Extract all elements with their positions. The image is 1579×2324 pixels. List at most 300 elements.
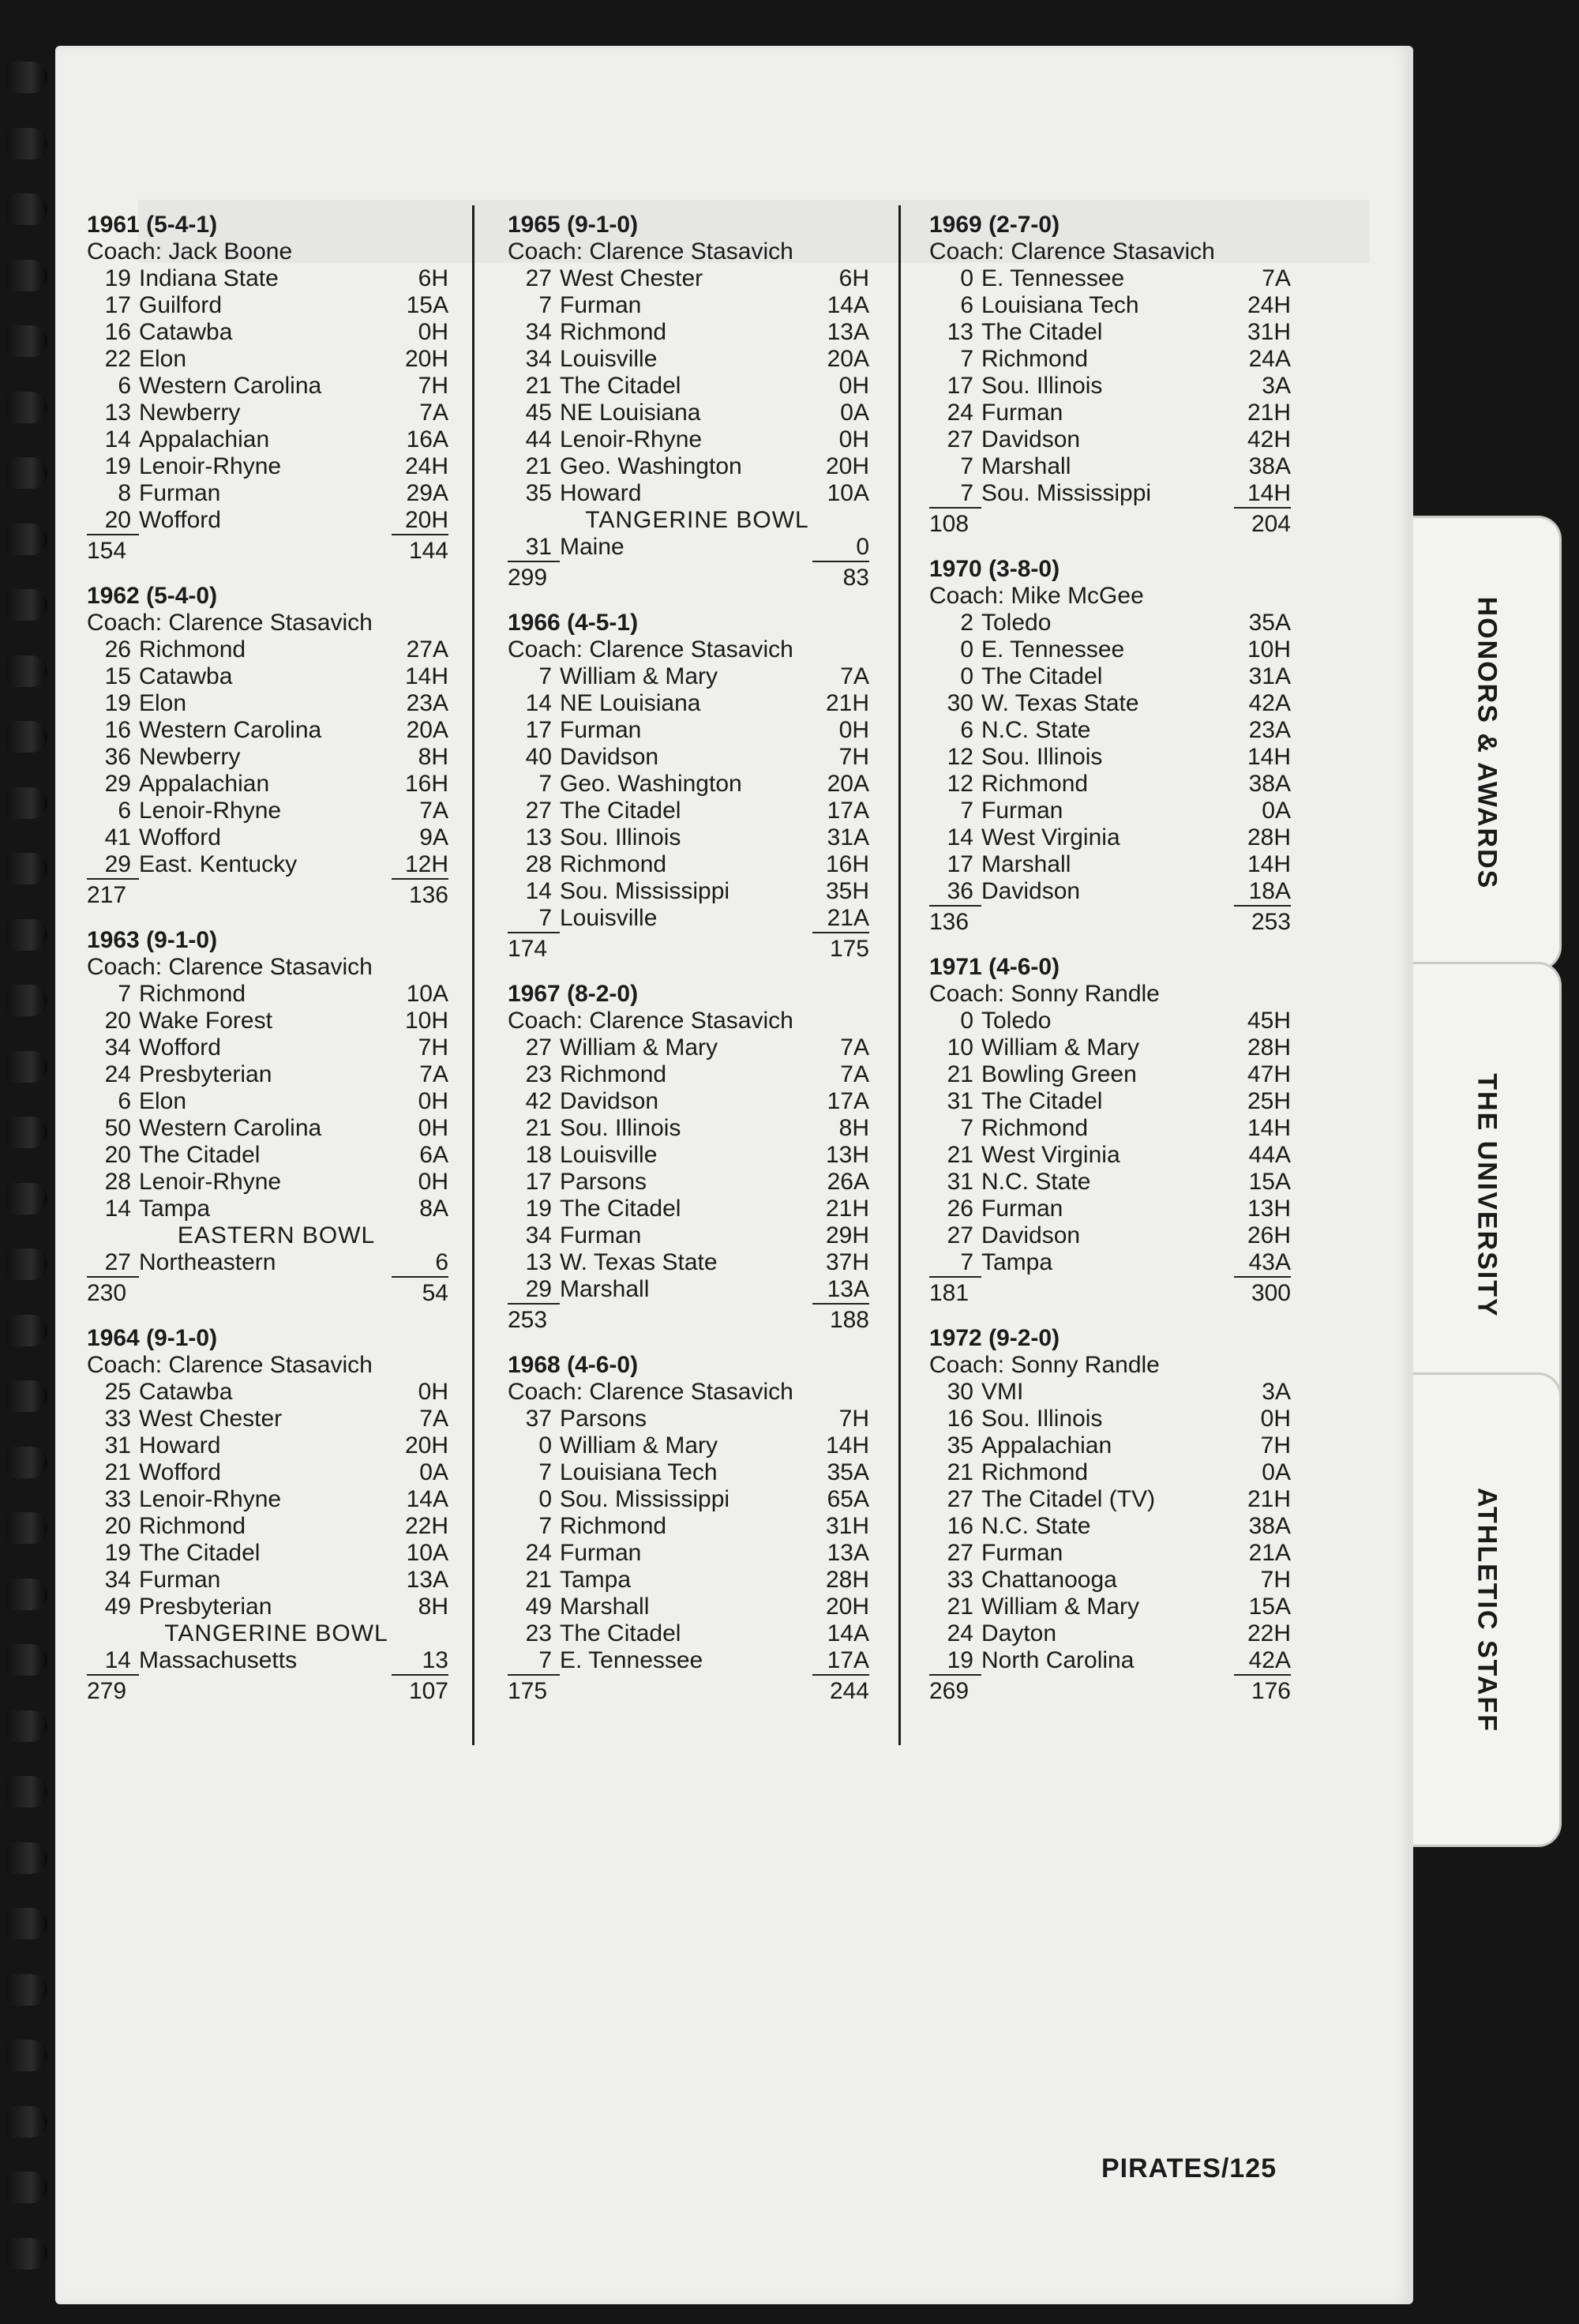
opponent: The Citadel bbox=[139, 1540, 261, 1566]
points-against-total: 253 bbox=[1234, 905, 1291, 937]
our-score: 35 bbox=[947, 1432, 973, 1459]
coach-line: Coach: Clarence Stasavich bbox=[87, 954, 373, 980]
our-score: 21 bbox=[525, 453, 552, 479]
our-score: 21 bbox=[104, 1459, 131, 1485]
binding-ring bbox=[6, 721, 47, 753]
opponent-score-site: 6H bbox=[838, 265, 869, 291]
coach-line: Coach: Clarence Stasavich bbox=[508, 1008, 793, 1034]
opponent-score-site: 27A bbox=[406, 636, 448, 663]
game-row bbox=[508, 480, 887, 507]
opponent: NE Louisiana bbox=[560, 400, 701, 426]
game-row bbox=[929, 1620, 1308, 1647]
coach-line: Coach: Clarence Stasavich bbox=[87, 610, 373, 636]
game-row bbox=[929, 1406, 1308, 1432]
opponent: Richmond bbox=[560, 1061, 667, 1087]
opponent: West Chester bbox=[139, 1406, 283, 1432]
our-score: 36 bbox=[947, 878, 973, 904]
opponent: William & Mary bbox=[981, 1034, 1139, 1061]
opponent-score-site: 20H bbox=[404, 507, 448, 533]
points-against-total: 136 bbox=[392, 878, 448, 910]
points-for-total: 108 bbox=[929, 507, 981, 539]
our-score: 14 bbox=[104, 1647, 131, 1673]
our-score: 7 bbox=[538, 663, 552, 689]
opponent-score-site: 17A bbox=[827, 1088, 869, 1114]
opponent-score-site: 21H bbox=[1247, 1486, 1291, 1512]
game-row bbox=[929, 1196, 1308, 1222]
opponent-score-site: 38A bbox=[1248, 453, 1291, 479]
game-row bbox=[508, 373, 887, 400]
opponent-score-site: 7A bbox=[840, 663, 869, 689]
game-row bbox=[929, 1222, 1308, 1249]
game-row bbox=[929, 1567, 1308, 1594]
opponent-score-site: 17A bbox=[827, 1647, 869, 1673]
our-score: 7 bbox=[538, 292, 552, 318]
tab-the-university[interactable] bbox=[1413, 962, 1562, 1429]
opponent-score-site: 28H bbox=[825, 1567, 869, 1593]
points-for-total: 230 bbox=[87, 1276, 139, 1308]
opponent-score-site: 20A bbox=[406, 717, 448, 743]
spiral-binding bbox=[0, 46, 55, 2304]
game-row bbox=[87, 453, 466, 480]
opponent: Richmond bbox=[560, 319, 667, 345]
our-score: 30 bbox=[947, 1379, 973, 1405]
our-score: 19 bbox=[104, 265, 131, 291]
results-column-1 bbox=[87, 212, 466, 1723]
opponent-score-site: 10H bbox=[1247, 636, 1291, 663]
opponent: Howard bbox=[139, 1432, 221, 1459]
game-row bbox=[929, 824, 1308, 851]
opponent-score-site: 7H bbox=[838, 744, 869, 770]
opponent-score-site: 22H bbox=[404, 1513, 448, 1539]
our-score: 19 bbox=[104, 1540, 131, 1566]
game-row bbox=[508, 1196, 887, 1222]
binding-ring bbox=[6, 524, 47, 555]
game-row bbox=[508, 717, 887, 744]
opponent: N.C. State bbox=[981, 1169, 1091, 1195]
our-score: 7 bbox=[960, 1115, 973, 1141]
opponent-score-site: 7H bbox=[418, 373, 448, 399]
game-row bbox=[87, 1142, 466, 1169]
game-row bbox=[508, 1620, 887, 1647]
game-row bbox=[929, 346, 1308, 373]
game-row bbox=[87, 1406, 466, 1432]
game-row bbox=[929, 1061, 1308, 1088]
our-score: 34 bbox=[525, 346, 552, 372]
game-row bbox=[929, 636, 1308, 663]
coach-line: Coach: Sonny Randle bbox=[929, 981, 1160, 1007]
our-score: 6 bbox=[118, 1088, 131, 1114]
opponent-score-site: 14A bbox=[827, 1620, 869, 1646]
binding-ring bbox=[6, 1512, 47, 1544]
opponent-score-site: 13A bbox=[406, 1567, 448, 1593]
game-row bbox=[508, 1222, 887, 1249]
season-header: 1964 (9-1-0) bbox=[87, 1325, 218, 1351]
binding-ring bbox=[6, 193, 47, 225]
opponent: Howard bbox=[560, 480, 642, 506]
opponent-score-site: 0H bbox=[1260, 1406, 1291, 1432]
opponent: Appalachian bbox=[139, 426, 270, 452]
opponent: Furman bbox=[560, 717, 642, 743]
points-for-total: 279 bbox=[87, 1674, 139, 1706]
our-score: 6 bbox=[118, 798, 131, 824]
points-for-total: 253 bbox=[508, 1303, 560, 1335]
opponent: Richmond bbox=[981, 346, 1089, 372]
opponent: William & Mary bbox=[560, 1432, 718, 1459]
opponent: Davidson bbox=[560, 1088, 659, 1114]
opponent: Wofford bbox=[139, 824, 221, 850]
opponent-score-site: 28H bbox=[1247, 824, 1291, 850]
opponent: Presbyterian bbox=[139, 1594, 272, 1620]
opponent-score-site: 20H bbox=[825, 453, 869, 479]
game-row bbox=[87, 507, 466, 534]
opponent-score-site: 26H bbox=[1247, 1222, 1291, 1248]
opponent: Lenoir-Rhyne bbox=[560, 426, 703, 452]
opponent-score-site: 14H bbox=[1247, 480, 1291, 506]
our-score: 17 bbox=[104, 292, 131, 318]
our-score: 49 bbox=[525, 1594, 552, 1620]
tab-athletic-staff[interactable] bbox=[1413, 1372, 1562, 1847]
our-score: 27 bbox=[947, 426, 973, 452]
points-for-total: 269 bbox=[929, 1674, 981, 1706]
opponent-score-site: 31H bbox=[1247, 319, 1291, 345]
our-score: 22 bbox=[104, 346, 131, 372]
game-row bbox=[508, 744, 887, 771]
opponent: Richmond bbox=[981, 1459, 1089, 1485]
our-score: 6 bbox=[960, 292, 973, 318]
opponent-score-site: 29H bbox=[825, 1222, 869, 1248]
game-row bbox=[87, 1169, 466, 1196]
our-score: 13 bbox=[525, 1249, 552, 1275]
opponent-score-site: 13A bbox=[827, 1276, 869, 1302]
our-score: 16 bbox=[947, 1513, 973, 1539]
our-score: 34 bbox=[525, 319, 552, 345]
our-score: 0 bbox=[538, 1432, 552, 1459]
opponent-score-site: 0H bbox=[418, 1115, 448, 1141]
points-against-total: 83 bbox=[812, 561, 869, 592]
our-score: 0 bbox=[960, 636, 973, 663]
game-row bbox=[87, 663, 466, 690]
opponent: Richmond bbox=[139, 1513, 246, 1539]
binding-ring bbox=[6, 1117, 47, 1148]
opponent: West Virginia bbox=[981, 824, 1120, 850]
game-row bbox=[508, 1567, 887, 1594]
our-score: 24 bbox=[104, 1061, 131, 1087]
opponent-score-site: 0H bbox=[418, 319, 448, 345]
opponent: Indiana State bbox=[139, 265, 279, 291]
season-block bbox=[87, 1325, 466, 1706]
opponent-score-site: 15A bbox=[1248, 1169, 1291, 1195]
opponent: Marshall bbox=[981, 851, 1071, 877]
game-row bbox=[87, 373, 466, 400]
opponent: Richmond bbox=[139, 636, 246, 663]
our-score: 19 bbox=[104, 453, 131, 479]
game-row bbox=[929, 480, 1308, 507]
opponent: E. Tennessee bbox=[981, 636, 1125, 663]
binding-ring bbox=[6, 853, 47, 884]
our-score: 21 bbox=[947, 1061, 973, 1087]
binding-ring bbox=[6, 919, 47, 951]
opponent: Presbyterian bbox=[139, 1061, 272, 1087]
binding-ring bbox=[6, 1842, 47, 1874]
opponent-score-site: 44A bbox=[1248, 1142, 1291, 1168]
opponent: West Chester bbox=[560, 265, 703, 291]
our-score: 20 bbox=[104, 1513, 131, 1539]
our-score: 24 bbox=[525, 1540, 552, 1566]
coach-line: Coach: Clarence Stasavich bbox=[929, 238, 1215, 265]
opponent-score-site: 6H bbox=[418, 265, 448, 291]
our-score: 35 bbox=[525, 480, 552, 506]
page-footer: PIRATES/125 bbox=[1101, 2153, 1277, 2183]
opponent: Tampa bbox=[981, 1249, 1053, 1275]
game-row bbox=[929, 1249, 1308, 1276]
opponent: Richmond bbox=[560, 1513, 667, 1539]
opponent-score-site: 17A bbox=[827, 798, 869, 824]
our-score: 31 bbox=[947, 1088, 973, 1114]
binding-ring bbox=[6, 1051, 47, 1083]
opponent: Newberry bbox=[139, 400, 241, 426]
opponent-score-site: 7H bbox=[838, 1406, 869, 1432]
game-row bbox=[508, 1249, 887, 1276]
opponent: Parsons bbox=[560, 1169, 647, 1195]
game-row bbox=[508, 292, 887, 319]
our-score: 28 bbox=[104, 1169, 131, 1195]
game-row bbox=[508, 1406, 887, 1432]
opponent-score-site: 21A bbox=[827, 905, 869, 931]
opponent: Appalachian bbox=[139, 771, 270, 797]
opponent-score-site: 13A bbox=[827, 1540, 869, 1566]
opponent-score-site: 16H bbox=[404, 771, 448, 797]
game-row bbox=[929, 717, 1308, 744]
opponent: Chattanooga bbox=[981, 1567, 1117, 1593]
opponent-score-site: 10A bbox=[827, 480, 869, 506]
points-for-total: 175 bbox=[508, 1674, 560, 1706]
opponent-score-site: 23A bbox=[406, 690, 448, 716]
game-row bbox=[929, 1432, 1308, 1459]
binding-ring bbox=[6, 392, 47, 423]
game-row bbox=[87, 798, 466, 824]
our-score: 44 bbox=[525, 426, 552, 452]
opponent: Bowling Green bbox=[981, 1061, 1137, 1087]
opponent: Western Carolina bbox=[139, 1115, 322, 1141]
season-totals bbox=[929, 1674, 1308, 1706]
our-score: 31 bbox=[525, 534, 552, 560]
game-row bbox=[929, 798, 1308, 824]
opponent-score-site: 0H bbox=[418, 1379, 448, 1405]
opponent: Toledo bbox=[981, 1008, 1052, 1034]
game-row bbox=[87, 690, 466, 717]
opponent: Marshall bbox=[981, 453, 1071, 479]
opponent: Furman bbox=[139, 1567, 221, 1593]
season-block bbox=[508, 212, 887, 592]
game-row bbox=[87, 1088, 466, 1115]
game-row bbox=[87, 426, 466, 453]
opponent-score-site: 8A bbox=[419, 1196, 448, 1222]
season-totals bbox=[508, 1674, 887, 1706]
opponent: Lenoir-Rhyne bbox=[139, 1486, 282, 1512]
opponent-score-site: 14A bbox=[827, 292, 869, 318]
game-row bbox=[87, 346, 466, 373]
opponent: Geo. Washington bbox=[560, 771, 742, 797]
game-row bbox=[87, 1486, 466, 1513]
opponent: Sou. Illinois bbox=[981, 1406, 1103, 1432]
points-for-total: 181 bbox=[929, 1276, 981, 1308]
game-row bbox=[87, 771, 466, 798]
game-row bbox=[87, 1513, 466, 1540]
column-divider bbox=[898, 205, 901, 1745]
game-row bbox=[929, 453, 1308, 480]
points-against-total: 176 bbox=[1234, 1674, 1291, 1706]
opponent: Louisiana Tech bbox=[981, 292, 1139, 318]
opponent: Louisville bbox=[560, 905, 658, 931]
coach-line: Coach: Sonny Randle bbox=[929, 1352, 1160, 1378]
opponent-score-site: 14H bbox=[1247, 1115, 1291, 1141]
our-score: 13 bbox=[104, 400, 131, 426]
opponent: Sou. Mississippi bbox=[560, 1486, 730, 1512]
our-score: 31 bbox=[947, 1169, 973, 1195]
opponent-score-site: 10H bbox=[404, 1008, 448, 1034]
game-row bbox=[929, 771, 1308, 798]
opponent: N.C. State bbox=[981, 1513, 1091, 1539]
opponent: Davidson bbox=[981, 878, 1081, 904]
opponent: Sou. Illinois bbox=[981, 744, 1103, 770]
opponent-score-site: 0H bbox=[838, 426, 869, 452]
opponent: Sou. Mississippi bbox=[560, 878, 730, 904]
opponent: Wofford bbox=[139, 1034, 221, 1061]
opponent-score-site: 42H bbox=[1247, 426, 1291, 452]
points-for-total: 154 bbox=[87, 534, 139, 565]
our-score: 0 bbox=[960, 1008, 973, 1034]
opponent: Richmond bbox=[981, 771, 1089, 797]
opponent: Furman bbox=[981, 400, 1063, 426]
season-header: 1961 (5-4-1) bbox=[87, 212, 218, 238]
season-header: 1966 (4-5-1) bbox=[508, 610, 639, 636]
season-totals bbox=[87, 1674, 466, 1706]
points-against-total: 244 bbox=[812, 1674, 869, 1706]
our-score: 14 bbox=[525, 878, 552, 904]
opponent: The Citadel bbox=[560, 1196, 681, 1222]
our-score: 16 bbox=[104, 319, 131, 345]
our-score: 6 bbox=[118, 373, 131, 399]
our-score: 21 bbox=[525, 1115, 552, 1141]
our-score: 23 bbox=[525, 1061, 552, 1087]
coach-line: Coach: Clarence Stasavich bbox=[508, 1379, 793, 1405]
game-row bbox=[508, 534, 887, 561]
season-header: 1963 (9-1-0) bbox=[87, 927, 218, 953]
game-row bbox=[87, 1061, 466, 1088]
season-block bbox=[508, 981, 887, 1335]
game-row bbox=[929, 319, 1308, 346]
binding-ring bbox=[6, 1380, 47, 1412]
opponent: Appalachian bbox=[981, 1432, 1112, 1459]
opponent-score-site: 31H bbox=[825, 1513, 869, 1539]
opponent-score-site: 20A bbox=[827, 771, 869, 797]
game-row bbox=[508, 1540, 887, 1567]
tab-honors-awards[interactable] bbox=[1413, 516, 1562, 971]
opponent-score-site: 7A bbox=[840, 1034, 869, 1061]
coach-line: Coach: Clarence Stasavich bbox=[87, 1352, 373, 1378]
game-row bbox=[87, 480, 466, 507]
opponent: Louisville bbox=[560, 1142, 658, 1168]
opponent: Catawba bbox=[139, 319, 233, 345]
opponent: Furman bbox=[560, 292, 642, 318]
our-score: 34 bbox=[104, 1567, 131, 1593]
opponent-score-site: 3A bbox=[1262, 373, 1291, 399]
our-score: 7 bbox=[960, 346, 973, 372]
opponent-score-site: 7A bbox=[840, 1061, 869, 1087]
opponent-score-site: 13H bbox=[1247, 1196, 1291, 1222]
opponent: Furman bbox=[139, 480, 221, 506]
game-row bbox=[929, 1594, 1308, 1620]
opponent: Furman bbox=[981, 1540, 1063, 1566]
opponent: Sou. Illinois bbox=[560, 824, 681, 850]
our-score: 7 bbox=[960, 1249, 973, 1275]
opponent: East. Kentucky bbox=[139, 851, 298, 877]
binding-ring bbox=[6, 985, 47, 1016]
opponent: Davidson bbox=[981, 1222, 1081, 1248]
opponent-score-site: 0H bbox=[838, 373, 869, 399]
our-score: 7 bbox=[960, 480, 973, 506]
season-totals bbox=[929, 1276, 1308, 1308]
binding-ring bbox=[6, 2106, 47, 2138]
opponent-score-site: 14H bbox=[1247, 851, 1291, 877]
our-score: 19 bbox=[525, 1196, 552, 1222]
points-for-total: 174 bbox=[508, 932, 560, 963]
opponent-score-site: 24A bbox=[1248, 346, 1291, 372]
opponent-score-site: 22H bbox=[1247, 1620, 1291, 1646]
opponent: Catawba bbox=[139, 1379, 233, 1405]
game-row bbox=[508, 1513, 887, 1540]
binding-ring bbox=[6, 1248, 47, 1280]
opponent-score-site: 15A bbox=[1248, 1594, 1291, 1620]
opponent: The Citadel bbox=[981, 663, 1103, 689]
season-header: 1965 (9-1-0) bbox=[508, 212, 639, 238]
opponent-score-site: 7A bbox=[419, 798, 448, 824]
opponent-score-site: 38A bbox=[1248, 771, 1291, 797]
game-row bbox=[87, 1567, 466, 1594]
our-score: 21 bbox=[947, 1594, 973, 1620]
our-score: 7 bbox=[118, 981, 131, 1007]
season-totals bbox=[508, 1303, 887, 1335]
season-totals bbox=[508, 561, 887, 592]
opponent-score-site: 38A bbox=[1248, 1513, 1291, 1539]
season-totals bbox=[87, 1276, 466, 1308]
game-row bbox=[87, 400, 466, 426]
season-block bbox=[87, 583, 466, 910]
game-row bbox=[929, 426, 1308, 453]
game-row bbox=[87, 319, 466, 346]
our-score: 7 bbox=[960, 453, 973, 479]
game-row bbox=[508, 905, 887, 932]
opponent-score-site: 7H bbox=[1260, 1567, 1291, 1593]
game-row bbox=[929, 744, 1308, 771]
opponent-score-site: 7A bbox=[419, 1406, 448, 1432]
opponent: Western Carolina bbox=[139, 373, 322, 399]
points-against-total: 188 bbox=[812, 1303, 869, 1335]
game-row bbox=[508, 1432, 887, 1459]
points-against-total: 204 bbox=[1234, 507, 1291, 539]
section-tabs bbox=[1413, 46, 1579, 2304]
game-row bbox=[87, 1647, 466, 1674]
points-for-total: 217 bbox=[87, 878, 139, 910]
game-row bbox=[929, 878, 1308, 905]
game-row bbox=[508, 1061, 887, 1088]
our-score: 20 bbox=[104, 507, 131, 533]
game-row bbox=[929, 1169, 1308, 1196]
season-header: 1969 (2-7-0) bbox=[929, 212, 1060, 238]
opponent-score-site: 45H bbox=[1247, 1008, 1291, 1034]
season-totals bbox=[929, 507, 1308, 539]
season-block bbox=[87, 927, 466, 1308]
